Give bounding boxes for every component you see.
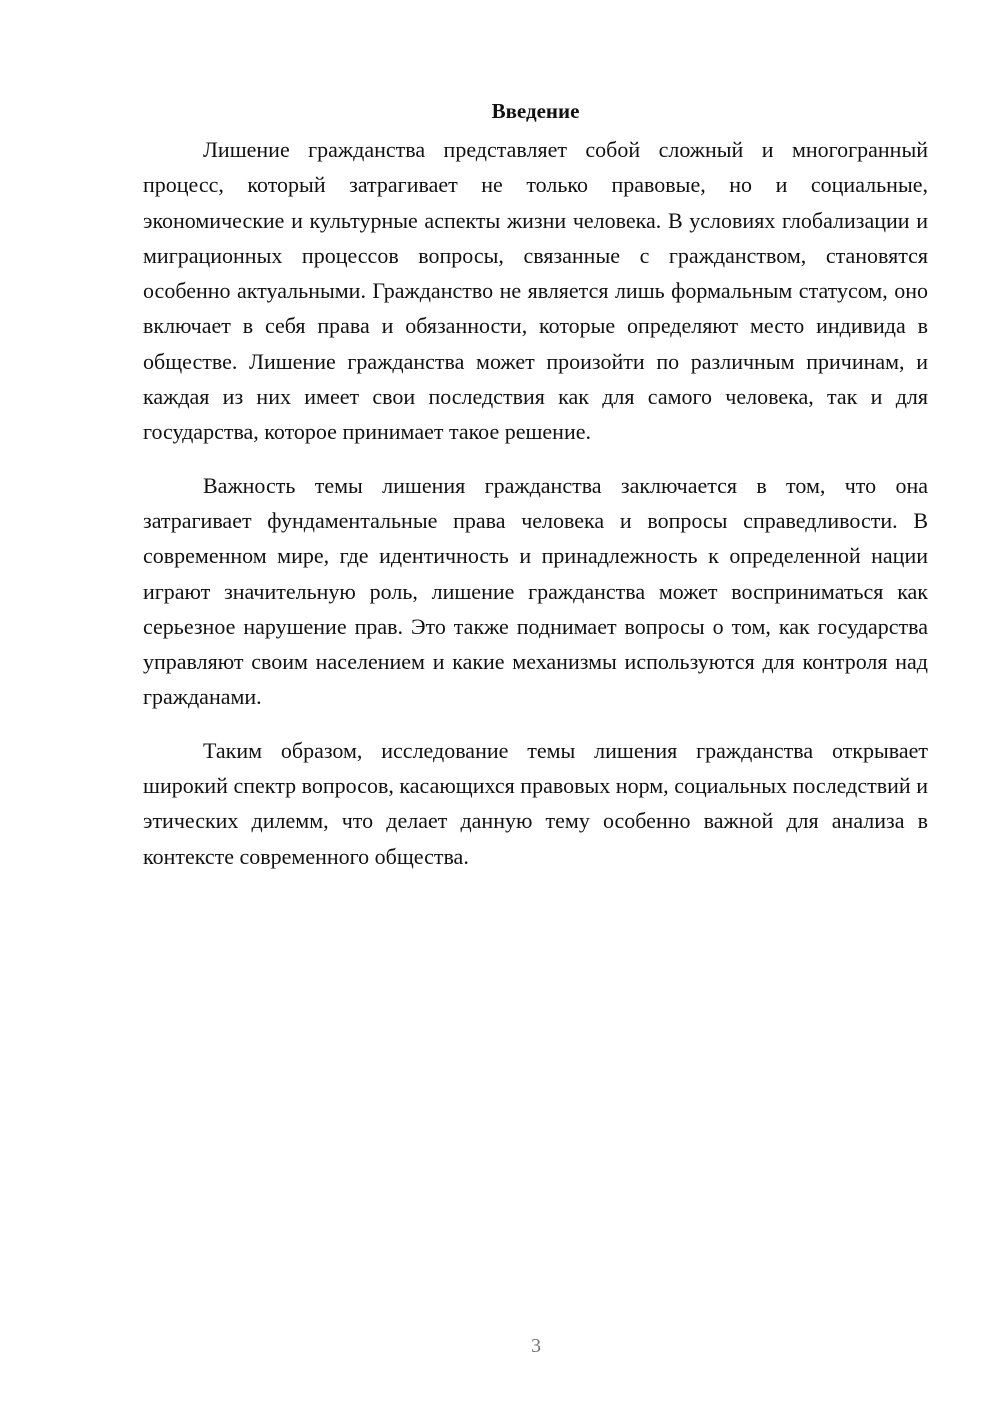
- paragraph-3: Таким образом, исследование темы лишения гражданства открывает широкий спектр вопросов, касающихся правовых норм, социальных последствий и этических дилемм, что делает данную тему особенно важной для анализа в контексте современного общества.: [143, 737, 928, 869]
- page-content: [143, 94, 928, 892]
- paragraph-2: Важность темы лишения гражданства заключается в том, что она затрагивает фундаментальные права человека и вопросы справедливости. В современном мире, где идентичность и принадлежность к определенной нации играют значительную роль, лишение гражданства может восприниматься как серьезное нарушение прав. Это также поднимает вопросы о том, как государства управляют своим населением и какие механизмы используются для контроля над гражданами.: [143, 472, 928, 710]
- section-heading: Введение: [491, 99, 580, 123]
- paragraph-1: Лишение гражданства представляет собой сложный и многогранный процесс, который затрагивает не только правовые, но и социальные, экономические и культурные аспекты жизни человека. В условиях глобализации и миграционных процессов вопросы, связанные с гражданством, становятся особенно актуальными. Гражданство не является лишь формальным статусом, оно включает в себя права и обязанности, которые определяют место индивида в обществе. Лишение гражданства может произойти по различным причинам, и каждая из них имеет свои последствия как для самого человека, так и для государства, которое принимает такое решение.: [143, 137, 928, 445]
- page-number: 3: [531, 1335, 541, 1357]
